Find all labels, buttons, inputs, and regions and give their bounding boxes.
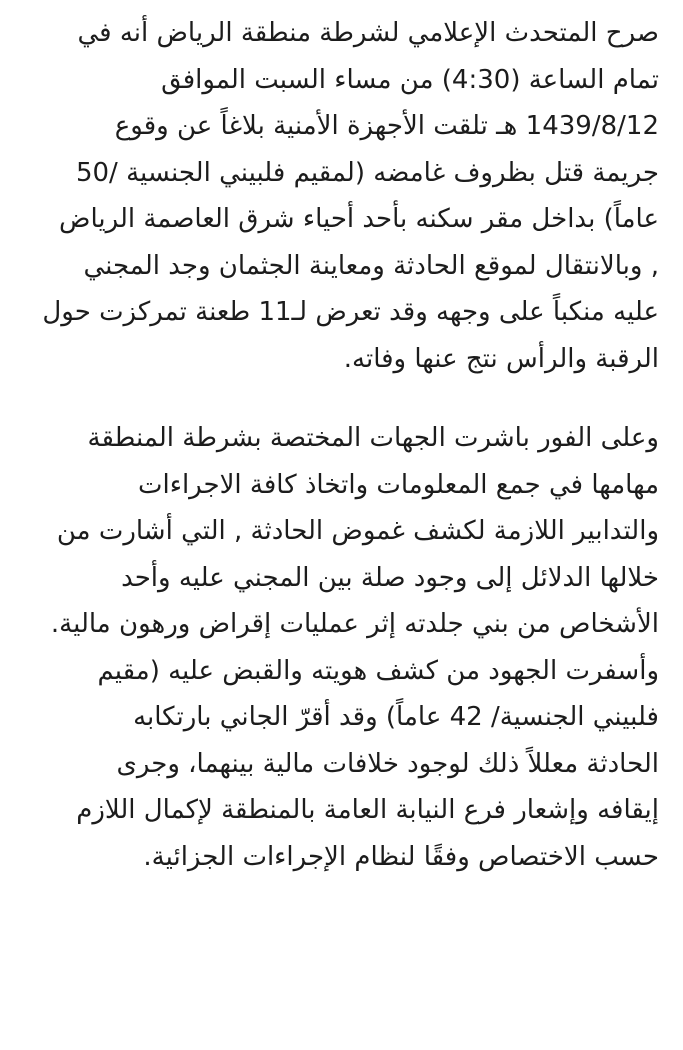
text-line: , وبالانتقال لموقع الحادثة ومعاينة الجثمان وجد المجني	[83, 250, 659, 281]
text-line: خلالها الدلائل إلى وجود صلة بين المجني عليه وأحد	[121, 562, 659, 593]
text-line: إيقافه وإشعار فرع النيابة العامة بالمنطقة لإكمال اللازم	[76, 795, 659, 825]
text-line: عاماً) بداخل مقر سكنه بأحد أحياء شرق العاصمة الرياض	[59, 204, 659, 234]
text-line: وعلى الفور باشرت الجهات المختصة بشرطة المنطقة	[87, 423, 659, 453]
text-line: عليه منكباً على وجهه وقد تعرض لـ11 طعنة تمركزت حول	[42, 297, 659, 327]
text-line: تمام الساعة (4:30) من مساء السبت الموافق	[161, 64, 659, 95]
paragraph-spacer	[20, 382, 659, 415]
text-line: والتدابير اللازمة لكشف غموض الحادثة , التي أشارت من	[56, 516, 659, 546]
text-line: فلبيني الجنسية/ 42 عاماً) وقد أقرّ الجاني بارتكابه	[133, 702, 659, 732]
text-line: الأشخاص من بني جلدته إثر عمليات إقراض ورهون مالية.	[50, 609, 659, 639]
text-line: وأسفرت الجهود من كشف هويته والقبض عليه (مقيم	[97, 655, 659, 686]
text-line: حسب الاختصاص وفقًا لنظام الإجراءات الجزائية.	[143, 841, 659, 872]
article-paragraph-1	[20, 10, 659, 382]
article-paragraph-2	[20, 415, 659, 880]
text-line: الرقبة والرأس نتج عنها وفاته.	[343, 343, 659, 374]
text-line: صرح المتحدث الإعلامي لشرطة منطقة الرياض أنه في	[77, 18, 659, 48]
text-line: الحادثة معللاً ذلك لوجود خلافات مالية بينهما، وجرى	[116, 748, 659, 779]
text-line: مهامها في جمع المعلومات واتخاذ كافة الاجراءات	[138, 469, 659, 500]
text-line: 1439/8/12 هـ تلقت الأجهزة الأمنية بلاغاً عن وقوع	[114, 111, 659, 141]
text-line: جريمة قتل بظروف غامضه (لمقيم فلبيني الجنسية /50	[75, 157, 659, 188]
